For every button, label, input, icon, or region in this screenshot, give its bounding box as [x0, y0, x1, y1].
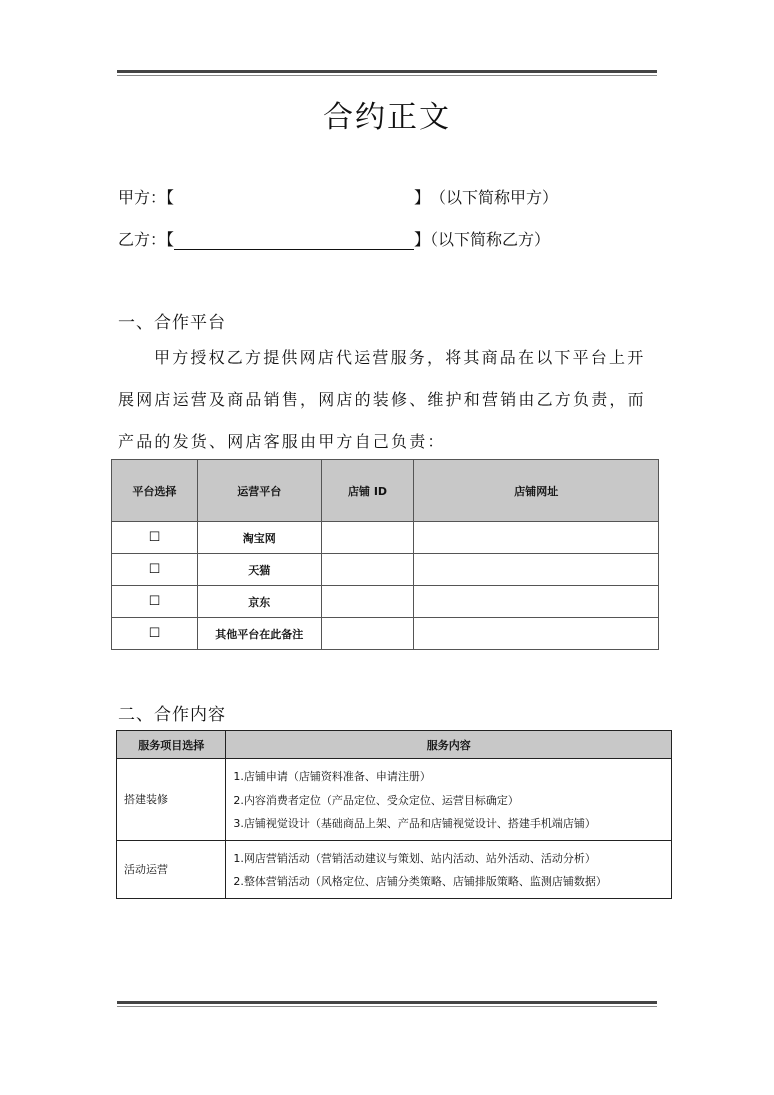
- service-line: 1.网店营销活动（营销活动建议与策划、站内活动、站外活动、活动分析）: [233, 851, 596, 865]
- table-row: [112, 586, 659, 618]
- shop-url-cell[interactable]: [414, 586, 659, 618]
- shop-url-cell[interactable]: [414, 522, 659, 554]
- column-header: 平台选择: [112, 460, 198, 522]
- shop-url-cell[interactable]: [414, 554, 659, 586]
- service-item: 搭建装修: [117, 759, 226, 841]
- party-b-close-bracket: 】: [414, 230, 431, 249]
- column-header: 店铺网址: [414, 460, 659, 522]
- column-header: 运营平台: [197, 460, 321, 522]
- party-b-label: 乙方：【: [118, 230, 175, 249]
- shop-id-cell[interactable]: [321, 554, 414, 586]
- table-row: [112, 618, 659, 650]
- party-b-line: [118, 227, 550, 250]
- table-row: [117, 840, 672, 898]
- platform-checkbox[interactable]: ☐: [112, 618, 198, 650]
- platform-name: 天猫: [197, 554, 321, 586]
- platform-name: 淘宝网: [197, 522, 321, 554]
- section-1-heading: 一、合作平台: [118, 313, 226, 333]
- service-item: 活动运营: [117, 840, 226, 898]
- party-a-line: [118, 185, 558, 208]
- document-title: 合约正文: [323, 100, 451, 135]
- column-header: 服务内容: [226, 731, 672, 759]
- shop-url-cell[interactable]: [414, 618, 659, 650]
- footer-rule: [117, 1001, 657, 1007]
- platform-table: [111, 459, 659, 650]
- service-table: [116, 730, 672, 899]
- section-2-heading: 二、合作内容: [118, 705, 226, 725]
- table-row: [112, 554, 659, 586]
- column-header: 服务项目选择: [117, 731, 226, 759]
- party-b-name-field[interactable]: [174, 231, 414, 250]
- header-rule: [117, 70, 657, 76]
- service-line: 3.店铺视觉设计（基础商品上架、产品和店铺视觉设计、搭建手机端店铺）: [233, 817, 596, 830]
- table-header-row: [112, 460, 659, 522]
- shop-id-cell[interactable]: [321, 618, 414, 650]
- platform-checkbox[interactable]: ☐: [112, 522, 198, 554]
- party-a-suffix: （以下简称甲方）: [438, 188, 559, 207]
- platform-checkbox[interactable]: ☐: [112, 586, 198, 618]
- service-line: 2.内容消费者定位（产品定位、受众定位、运营目标确定）: [233, 793, 519, 807]
- table-row: [117, 759, 672, 841]
- service-content: [226, 759, 672, 841]
- platform-name: 其他平台在此备注: [197, 618, 321, 650]
- platform-checkbox[interactable]: ☐: [112, 554, 198, 586]
- table-row: [112, 522, 659, 554]
- platform-name: 京东: [197, 586, 321, 618]
- party-a-name-field[interactable]: [174, 190, 414, 208]
- service-line: 2.整体营销活动（风格定位、店铺分类策略、店铺排版策略、监测店铺数据）: [233, 875, 607, 888]
- shop-id-cell[interactable]: [321, 522, 414, 554]
- service-content: [226, 840, 672, 898]
- shop-id-cell[interactable]: [321, 586, 414, 618]
- party-b-suffix: （以下简称乙方）: [430, 230, 551, 249]
- service-line: 1.店铺申请（店铺资料准备、申请注册）: [233, 770, 431, 783]
- section-1-paragraph: 甲方授权乙方提供网店代运营服务，将其商品在以下平台上开展网店运营及商品销售，网店的装修、维护和营销由乙方负责，而产品的发货、网店客服由甲方自己负责：: [118, 348, 646, 451]
- party-a-label: 甲方：【: [118, 188, 175, 207]
- table-header-row: [117, 731, 672, 759]
- column-header: 店铺 ID: [321, 460, 414, 522]
- party-a-close-bracket: 】: [414, 188, 431, 207]
